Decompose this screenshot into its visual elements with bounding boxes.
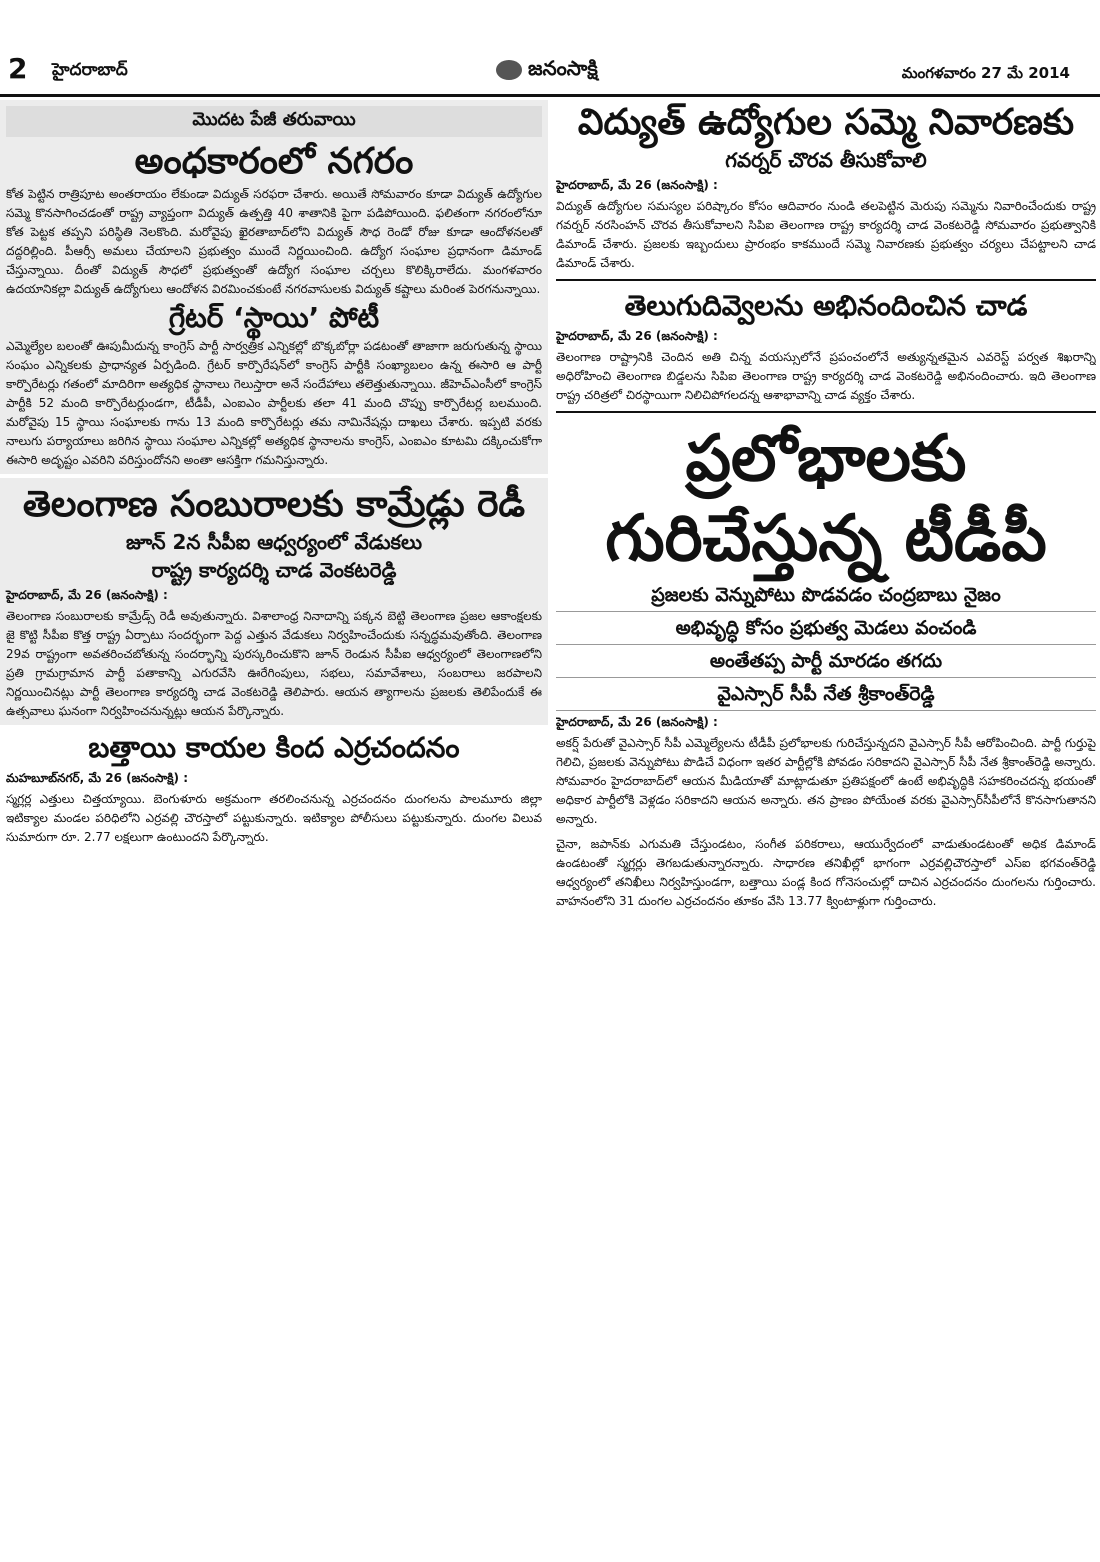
lead-headline-line1: ప్రలోభాలకు — [685, 422, 967, 496]
article-body: చైనా, జపాన్‌కు ఎగుమతి చేస్తుండటం, సంగీత పరికరాలు, ఆయుర్వేదంలో వాడుతుండటంతో అధిక డిమాండ్‌ ఉండటంతో స్మగ్లర్లు తెగబడుతున్నారన్నారు. సాధారణ తనిఖీల్లో భాగంగా ఎర్రవల్లిచౌరస్తాలో ఎస్‌ఐ భగవంత్‌రెడ్డి ఆధ్వర్యంలో తనిఖీలు నిర్వహిస్తుండగా, బత్తాయి పండ్ల కింద గోనెసంచుల్లో దాచిన ఎర్రచందనం దుంగలను గుర్తించారు. వాహనంలోని 31 దుంగల ఎర్రచందనం తూకం వేసి 13.77 క్వింటాళ్లుగా గుర్తించారు. — [556, 837, 1096, 908]
right-column — [556, 100, 1096, 1550]
article-title: తెలుగుదివ్వెలను అభినందించిన చాడ — [624, 289, 1028, 322]
lead-subhead: వైఎస్సార్‌ సీపీ నేత శ్రీకాంత్‌రెడ్డి — [556, 678, 1096, 711]
article-title: అంధకారంలో నగరం — [134, 141, 414, 182]
article-title: తెలంగాణ సంబురాలకు కామ్రేడ్లు రెడీ — [22, 484, 526, 525]
header-rule — [0, 94, 1100, 97]
article-body: అకర్ష్‌ పేరుతో వైఎస్సార్‌ సీపీ ఎమ్మెల్యేలను టీడీపీ ప్రలోభాలకు గురిచేస్తున్నదని వైఎస్సార్‌ సీపీ ఆరోపించింది. పార్టీ గుర్తుపై గెలిచి, ప్రజలకు వెన్నుపోటు పొడిచే విధంగా ఇతర పార్టీల్లోకి పోవడం సరికాదని వైఎస్సార్‌ సీపీ నేత శ్రీకాంత్‌రెడ్డి అన్నారు. సోమవారం హైదరాబాద్‌లో ఆయన మీడియాతో మాట్లాడుతూ ప్రతిపక్షంలో ఉంటే అభివృద్ధికి సహకరించదన్న భయంతో అధికార పార్టీలోకి వెళ్లడం సరికాదని ఆయన అన్నారు. తన ప్రాణం పోయేంత వరకు వైఎస్సార్‌సీపీలోనే కొనసాగుతానని అన్నారు. — [556, 736, 1096, 826]
article-body: కోత పెట్టిన రాత్రిపూట అంతరాయం లేకుండా విద్యుత్‌ సరఫరా చేశారు. అయితే సోమవారం కూడా విద్యుత్‌ ఉద్యోగుల సమ్మె కొనసాగించడంతో రాష్ట్ర వ్యాప్తంగా విద్యుత్‌ ఉత్పత్తి 40 శాతానికి పైగా పడిపోయింది. ఫలితంగా నగరంలోనూ కోత పెట్టక తప్పని పరిస్థితి నెలకొంది. మరోవైపు ఖైరతాబాద్‌లోని విద్యుత్‌ సౌధ రెండో రోజు కూడా ఆందోళనలతో దద్దరిల్లింది. పీఆర్సీ అమలు చేయాలని ప్రభుత్వం ముందే నిర్ణయించింది. ఉద్యోగ సంఘాల ప్రధానంగా డిమాండ్‌ చేస్తున్నాయి. దీంతో విద్యుత్‌ సౌధలో ప్రభుత్వంతో ఉద్యోగ సంఘాల చర్చలు కొలిక్కిరాలేదు. మంగళవారం ఉదయానికల్లా విద్యుత్‌ ఉద్యోగులు ఆందోళన విరమించకుంటే నగరవాసులకు విద్యుత్‌ కష్టాలు మరింత పెరగనున్నాయి. — [6, 187, 542, 296]
masthead-logo — [496, 56, 598, 84]
article-body: ఎమ్మెల్యేల బలంతో ఊపుమీదున్న కాంగ్రెస్‌ పార్టీ సార్వత్రిక ఎన్నికల్లో బొక్కబోర్లా పడటంతో తాజాగా జరుగుతున్న స్థాయి సంఘం ఎన్నికలకు ప్రాధాన్యత ఏర్పడింది. గ్రేటర్‌ కార్పొరేషన్‌లో కాంగ్రెస్‌ పార్టీకి సంఖ్యాబలం ఉన్న ఈసారి ఆ పార్టీ కార్పొరేటర్లు గతంలో మాదిరిగా అత్యధిక స్థానాలు గెలుస్తారా అనే సందేహాలు తలెత్తుతున్నాయి. జీహెచ్‌ఎంసీలో కాంగ్రెస్‌ పార్టీకి 52 మంది కార్పొరేటర్లుండగా, టీడీపీ, ఎంఐఎం పార్టీలకు తలా 41 మంది చొప్పు కార్పొరేటర్ల బలముంది. మరోవైపు 15 స్థాయి సంఘాలకు గాను 13 మంది కార్పొరేటర్లు తమ నామినేషన్లు దాఖలు చేశారు. ఇప్పటి వరకు నాలుగు పర్యాయాలు జరిగిన స్థాయి సంఘాల ఎన్నికల్లో అత్యధిక స్థానాలను కాంగ్రెస్‌, ఎంఐఎం కూటమి దక్కించుకోగా ఈసారి అదృష్టం ఎవరిని వరిస్తుందోనని అంతా ఆసక్తిగా గమనిస్తున్నారు. — [6, 339, 542, 467]
page-header — [0, 50, 1100, 96]
article-title: బత్తాయి కాయల కింద ఎర్రచందనం — [88, 731, 460, 764]
article-title: గ్రేటర్‌ ‘స్థాయి’ పోటీ — [168, 301, 380, 334]
lead-headline-line2: గురిచేస్తున్న టీడీపీ — [605, 502, 1047, 576]
article-darkness — [0, 100, 548, 474]
lead-subhead: అంతేతప్ప పార్టీ మారడం తగదు — [556, 645, 1096, 678]
logo-icon — [496, 60, 522, 80]
dateline: హైదరాబాద్‌, మే 26 (జనంసాక్షి) : — [556, 329, 718, 343]
article-celebrations — [0, 478, 548, 725]
article-body: తెలంగాణ సంబురాలకు కామ్రేడ్స్‌ రెడీ అవుతున్నారు. విశాలాంధ్ర నినాదాన్ని పక్కన బెట్టి తెలంగాణ ప్రజల ఆకాంక్షలకు జై కొట్టి సీపీఐ కొత్త రాష్ట్ర ఏర్పాటు సందర్భంగా పెద్ద ఎత్తున వేడుకలు నిర్వహించేందుకు సన్నద్ధమవుతోంది. తెలంగాణ 29వ రాష్ట్రంగా అవతరించబోతున్న సందర్భాన్ని పురస్కరించుకొని జూన్‌ రెండున సీపీఐ ఆధ్వర్యంలో తెలంగాణలోని ప్రతి గ్రామగ్రామాన పార్టీ పతాకాన్ని ఎగురవేసి ఊరేగింపులు, సభలు, సమావేశాలు, సంబరాలు జరపాలని నిర్ణయించినట్లు పార్టీ తెలంగాణ కార్యదర్శి చాడ వెంకటరెడ్డి తెలిపారు. ఆయన త్యాగాలను ప్రజలకు తెలిపేందుకే ఈ ఉత్సవాలు ఘనంగా నిర్వహించనున్నట్లు ఆయన పేర్కొన్నారు. — [6, 609, 542, 718]
article-body: విద్యుత్‌ ఉద్యోగుల సమస్యల పరిష్కారం కోసం ఆదివారం నుండి తలపెట్టిన మెరుపు సమ్మెను నివారించేందుకు రాష్ట్ర గవర్నర్‌ నరసింహన్‌ చొరవ తీసుకోవాలని సిపిఐ తెలంగాణ రాష్ట్ర కార్యదర్శి చాడ వెంకటరెడ్డి సోమవారం ప్రభుత్వానికి డిమాండ్‌ చేశారు. ప్రజలకు ఇబ్బందులు ప్రారంభం కాకముందే సమ్మె నివారణకు ప్రభుత్వం చర్యలు చేపట్టాలని చాడ డిమాండ్‌ చేశారు. — [556, 199, 1096, 270]
article-title: విద్యుత్‌ ఉద్యోగుల సమ్మె నివారణకు — [577, 102, 1075, 143]
paper-name: జనంసాక్షి — [528, 55, 598, 80]
page-number: 2 — [8, 52, 28, 85]
dateline: హైదరాబాద్‌, మే 26 (జనంసాక్షి) : — [556, 178, 718, 192]
column-divider — [556, 411, 1096, 413]
article-subtitle: గవర్నర్‌ చొరవ తీసుకోవాలి — [725, 148, 927, 172]
article-body: స్మగ్లర్ల ఎత్తులు చిత్తయ్యాయి. బెంగుళూరు అక్రమంగా తరలించనున్న ఎర్రచందనం దుంగలను పాలమూరు జిల్లా ఇటిక్యాల మండల పరిధిలోని ఎర్రవల్లి చౌరస్తాలో పట్టుకున్నారు. ఇటిక్యాల పోలీసులు పట్టుకున్నారు. దుంగల విలువ సుమారుగా రూ. 2.77 లక్షలుగా ఉంటుందని పేర్కొన్నారు. — [6, 792, 542, 844]
dateline: హైదరాబాద్‌, మే 26 (జనంసాక్షి) : — [6, 588, 168, 602]
left-column — [0, 100, 548, 1550]
article-redsanders — [0, 725, 548, 851]
lead-subhead: అభివృద్ధి కోసం ప్రభుత్వ మెడలు వంచండి — [556, 612, 1096, 645]
continuation-kicker: మొదట పేజీ తరువాయి — [6, 106, 542, 137]
article-subtitle: రాష్ట్ర కార్యదర్శి చాడ వెంకటరెడ్డి — [151, 558, 397, 582]
dateline: హైదరాబాద్‌, మే 26 (జనంసాక్షి) : — [556, 715, 718, 729]
article-body: తెలంగాణ రాష్ట్రానికి చెందిన అతి చిన్న వయస్సులోనే ప్రపంచంలోనే అత్యున్నతమైన ఎవరెస్ట్‌ పర్వత శిఖరాన్ని అధిరోహించి తెలంగాణ బిడ్డలను సిపిఐ తెలంగాణ రాష్ట్ర కార్యదర్శి చాడ వెంకటరెడ్డి అభినందించారు. ఇది తెలంగాణ రాష్ట్ర చరిత్రలో చిరస్థాయిగా నిలిచిపోగలదన్న ఆశాభావాన్ని చాడ వ్యక్తం చేశారు. — [556, 350, 1096, 402]
article-subtitle: జూన్‌ 2న సీపీఐ ఆధ్వర్యంలో వేడుకలు — [125, 530, 423, 554]
column-divider — [556, 279, 1096, 281]
issue-date: మంగళవారం 27 మే 2014 — [901, 64, 1070, 82]
lead-subhead: ప్రజలకు వెన్నుపోటు పొడవడం చంద్రబాబు నైజం — [556, 579, 1096, 612]
edition-city: హైదరాబాద్ — [52, 60, 128, 80]
redsanders-continued — [556, 835, 1096, 911]
dateline: మహబూబ్‌నగర్‌, మే 26 (జనంసాక్షి) : — [6, 771, 188, 785]
